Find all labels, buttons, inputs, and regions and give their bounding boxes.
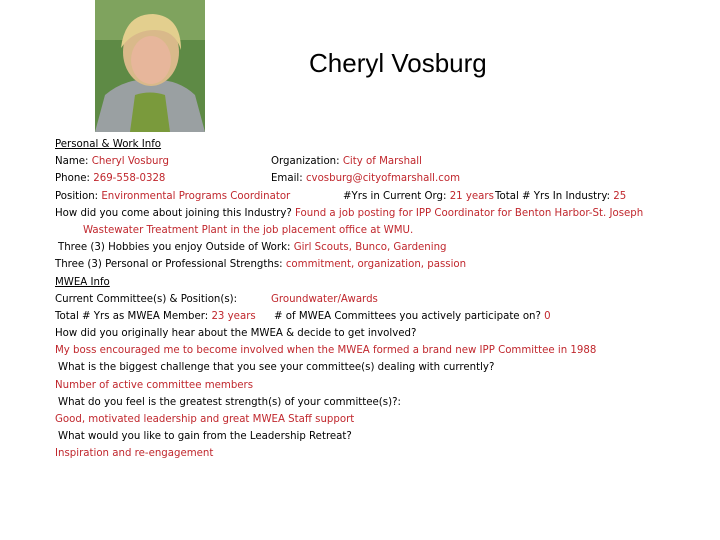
how-value: Found a job posting for IPP Coordinator for Benton Harbor-St. Joseph xyxy=(295,207,644,219)
how-label: How did you come about joining this Industry? xyxy=(55,207,296,219)
yrs-industry-label: Total # Yrs In Industry: xyxy=(495,190,614,202)
org-label: Organization: xyxy=(271,156,343,168)
hear-question: How did you originally hear about the MWEA & decide to get involved? xyxy=(55,328,417,340)
member-value: 23 years xyxy=(211,310,256,322)
member-row xyxy=(55,308,715,325)
strengths-value: commitment, organization, passion xyxy=(285,259,467,271)
gain-question: What would you like to gain from the Leadership Retreat? xyxy=(58,431,352,443)
strength-answer: Good, motivated leadership and great MWEA Staff support xyxy=(55,414,355,425)
position-row xyxy=(55,188,715,205)
challenge-question: What is the biggest challenge that you see your committee(s) dealing with currently? xyxy=(58,362,495,374)
how-joined-row xyxy=(55,205,715,222)
participate-label: # of MWEA Committees you actively participate on? xyxy=(274,310,545,322)
yrs-industry-value: 25 xyxy=(613,190,627,202)
hobbies-row xyxy=(55,239,715,256)
hobbies-value: Girl Scouts, Bunco, Gardening xyxy=(293,242,447,254)
org-value: City of Marshall xyxy=(342,156,422,168)
member-label: Total # Yrs as MWEA Member: xyxy=(55,310,212,322)
committees-row xyxy=(55,291,715,308)
personal-section-title: Personal & Work Info xyxy=(55,139,162,150)
email-value: cvosburg@cityofmarshall.com xyxy=(305,173,460,185)
yrs-org-label: #Yrs in Current Org: xyxy=(343,190,450,202)
position-value: Environmental Programs Coordinator xyxy=(101,190,291,202)
phone-value: 269-558-0328 xyxy=(93,173,166,185)
committees-value: Groundwater/Awards xyxy=(271,293,378,305)
challenge-answer: Number of active committee members xyxy=(55,379,254,391)
email-label: Email: xyxy=(271,173,306,185)
strength-question: What do you feel is the greatest strength(s) of your committee(s)?: xyxy=(58,396,401,408)
profile-photo xyxy=(95,0,205,132)
how-value-cont: Wastewater Treatment Plant in the job placement office at WMU. xyxy=(83,224,414,236)
participate-value: 0 xyxy=(544,310,551,322)
profile-content xyxy=(55,136,715,463)
strengths-row xyxy=(55,256,715,273)
yrs-org-value: 21 years xyxy=(449,190,494,202)
position-label: Position: xyxy=(55,190,102,202)
name-label: Name: xyxy=(55,156,92,168)
committees-label: Current Committee(s) & Position(s): xyxy=(55,293,238,305)
how-joined-row-cont xyxy=(55,222,715,239)
mwea-section-title: MWEA Info xyxy=(55,276,110,288)
phone-email-row xyxy=(55,170,715,187)
name-value: Cheryl Vosburg xyxy=(91,156,169,168)
hobbies-label: Three (3) Hobbies you enjoy Outside of Work: xyxy=(58,242,294,254)
phone-label: Phone: xyxy=(55,173,94,185)
hear-answer: My boss encouraged me to become involved when the MWEA formed a brand new IPP Committee in 1988 xyxy=(55,345,597,357)
page-title: Cheryl Vosburg xyxy=(309,48,487,78)
gain-answer: Inspiration and re-engagement xyxy=(55,448,214,460)
name-org-row xyxy=(55,153,715,170)
strengths-label: Three (3) Personal or Professional Strengths: xyxy=(55,259,286,271)
